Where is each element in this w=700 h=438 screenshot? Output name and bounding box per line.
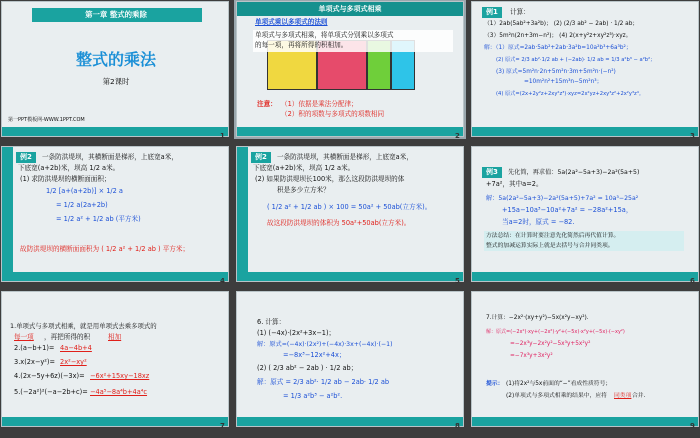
question-heading: 计算： xyxy=(510,8,530,16)
example-tag: 例2 xyxy=(251,152,271,163)
question-line: 先化简，再求值：5a(2a²−5a+3)−2a²(5a+5) xyxy=(508,169,640,176)
footer-bar xyxy=(237,127,463,136)
answer-line: =10m²n²+15m³n−5m²n³； xyxy=(524,79,603,85)
conclusion-line: 故防洪堤坝的横断面面积为 ( 1/2 a² + 1/2 ab ) 平方米； xyxy=(20,245,190,253)
note-label: 注意： xyxy=(257,100,277,108)
example-tag: 例2 xyxy=(16,152,36,163)
slide-thumbnail-3[interactable] xyxy=(471,1,699,137)
rule-title: 单项式乘以多项式的法则 xyxy=(255,18,328,26)
answer-line: 解：原式=(−4x)·(2x²)+(−4x)·3x+(−4x)·(−1) xyxy=(257,341,393,348)
answer-line: 解：原式 = 2/3 ab²· 1/2 ab − 2ab· 1/2 ab xyxy=(257,378,390,386)
rule-line-2: 的每一项，再将所得的积相加。 xyxy=(255,41,348,49)
slide-thumbnail-5[interactable] xyxy=(236,146,464,282)
answer-line: 解：（1）原式=2ab·5ab²+2ab·3a²b=10a²b³+6a³b²； xyxy=(484,45,632,51)
answer-line: =−8x³−12x²+4x； xyxy=(283,351,346,359)
answer-line: (2) 原式= 2/3 ab²·1/2 ab + (−2ab)· 1/2 ab = 1/3 a²b³ − a²b²； xyxy=(496,57,656,63)
example-tag: 例3 xyxy=(482,167,502,178)
note-1: （1）依据是乘法分配律； xyxy=(281,100,358,108)
question-line: 下底宽(a+2b)米，坝高 1/2 a米。 xyxy=(253,164,355,172)
slide-number: 2 xyxy=(455,132,460,140)
question-line: 一条防洪堤坝，其横断面是梯形，上底宽a米， xyxy=(277,153,413,161)
question-line: （1）2ab(5ab²+3a²b)； (2) (2/3 ab² − 2ab) · 1/2 ab； xyxy=(484,21,639,27)
blank-answer: 4a−4b+4 xyxy=(60,344,92,352)
exercise-line: 6. 计算： xyxy=(257,318,286,326)
slide-header: 单项式与多项式相乘 xyxy=(237,2,463,16)
answer-line: ( 1/2 a² + 1/2 ab ) × 100 = 50a² + 50ab(立方米)。 xyxy=(267,203,432,211)
question-line: +7a²，其中a=2。 xyxy=(486,180,543,188)
note-2: （2）积的项数与多项式的项数相同 xyxy=(281,110,385,118)
footer-bar xyxy=(2,272,228,281)
slide-subtitle: 第2课时 xyxy=(102,77,130,86)
slide-number: 4 xyxy=(220,277,225,285)
blank-answer: 相加 xyxy=(108,333,122,341)
sub-question: (1) 求防洪堤坝的横断面面积； xyxy=(20,175,111,183)
blank-answer: 2x²−xy² xyxy=(60,358,87,366)
question-line: （3）5m²n(2n+3m−n²)； (4) 2(x+y²z+xy²z³)·xyz。 xyxy=(484,33,632,39)
answer-line: 解：5a(2a²−5a+3)−2a²(5a+5)+7a² = 10a³−25a² xyxy=(486,195,639,202)
slide-thumbnail-9[interactable] xyxy=(471,291,699,427)
slide-number: 6 xyxy=(690,277,695,285)
footer-bar xyxy=(472,127,698,136)
method-line: 方法总结：在计算时要注意先化简然后再代值计算。 xyxy=(486,233,620,239)
question-line: 下底宽(a+2b)米，坝高 1/2 a米。 xyxy=(18,164,120,172)
answer-line: (4) 原式=(2x+2y²z+2xy²z³)·xyz=2x²yz+2xy³z²+2x²y³z⁴。 xyxy=(496,91,645,97)
slide-number: 9 xyxy=(690,422,695,430)
slide-number: 1 xyxy=(220,132,225,140)
footer-bar xyxy=(2,417,228,426)
blank-answer: −4a⁵−8a⁴b+4a⁴c xyxy=(90,388,148,396)
blank-answer: −6x²+15xy−18xz xyxy=(90,372,150,380)
footer-text: 第一PPT模板网-WWW.1PPT.COM xyxy=(8,117,85,123)
answer-line: 解：原式=(−2x²)·xy+(−2x²)·y²+(−5x)·x²y+(−5x)·(−xy²) xyxy=(486,329,625,335)
tip-keyword: 同类项 xyxy=(614,393,632,399)
answer-line: 当a=2时，原式 = −82. xyxy=(502,218,575,226)
slide-number: 7 xyxy=(220,422,225,430)
sub-question: (2) 如果防洪堤坝长100米，那么这段防洪堤坝的体 xyxy=(255,175,405,183)
slide-title: 整式的乘法 xyxy=(75,50,156,69)
footer-bar xyxy=(2,127,228,136)
exercise-line: (2) ( 2/3 ab² − 2ab ) · 1/2 ab； xyxy=(257,364,358,372)
exercise-text: ，再把所得的积 xyxy=(44,333,91,341)
slide-thumbnail-4[interactable] xyxy=(1,146,229,282)
slide-number: 8 xyxy=(455,422,460,430)
footer-bar xyxy=(237,272,463,281)
exercise-line: 7.计算：−2x²·(xy+y²)−5x(x²y−xy²). xyxy=(486,315,589,321)
example-tag: 例1 xyxy=(482,7,502,18)
exercise-line: 2.(a−b+1)= xyxy=(14,344,55,352)
side-bar xyxy=(2,147,13,281)
tip-line: 合并. xyxy=(632,393,646,399)
answer-line: =−2x³y−2x²y²−5x³y+5x²y² xyxy=(510,341,591,347)
answer-line: (3) 原式=5m²n·2n+5m²n·3m+5m²n·(−n²) xyxy=(496,69,616,75)
conclusion-line: 故这段防洪堤坝的体积为 50a²+50ab(立方米)。 xyxy=(267,219,411,227)
sub-question: 积是多少立方米？ xyxy=(277,186,330,194)
chapter-label: 第一章 整式的乘除 xyxy=(85,10,147,19)
slide-number: 5 xyxy=(455,277,460,285)
slide-thumbnail-7[interactable] xyxy=(1,291,229,427)
side-bar xyxy=(237,147,248,281)
exercise-line: 1.单项式与多项式相乘，就是用单项式去乘多项式的 xyxy=(10,322,157,330)
question-line: 一条防洪堤坝，其横断面是梯形，上底宽a米， xyxy=(42,153,178,161)
exercise-line: 5.(−2a²)²(−a−2b+c)= xyxy=(14,388,88,396)
slide-thumbnail-1[interactable] xyxy=(1,1,229,137)
exercise-line: 3.x(2x−y²)= xyxy=(14,358,56,366)
answer-line: 1/2 [a+(a+2b)] × 1/2 a xyxy=(46,187,123,195)
answer-line: = 1/3 a²b³ − a²b². xyxy=(283,392,343,400)
answer-line: =−7x³y+3x²y² xyxy=(510,353,553,359)
exercise-line: (1) (−4x)·(2x²+3x−1)； xyxy=(257,329,336,337)
slide-number: 3 xyxy=(690,132,695,140)
footer-bar xyxy=(472,272,698,281)
footer-bar xyxy=(472,417,698,426)
tip-line: (1)将2x²与5x前面的“−”看成性质符号； xyxy=(506,381,612,387)
rule-line-1: 单项式与多项式相乘，将单项式分别乘以多项式 xyxy=(255,31,394,39)
blank-answer: 每一项 xyxy=(14,333,34,341)
answer-line: = 1/2 a² + 1/2 ab (平方米) xyxy=(56,215,141,223)
slide-thumbnail-6[interactable] xyxy=(471,146,699,282)
answer-line: = 1/2 a(2a+2b) xyxy=(56,201,108,209)
answer-line: +15a−10a³−10a²+7a² = −28a²+15a， xyxy=(502,206,633,214)
slide-thumbnail-2[interactable] xyxy=(236,1,464,137)
slide-thumbnail-8[interactable] xyxy=(236,291,464,427)
method-line: 整式的加减运算实际上就是去括号与合并同类项。 xyxy=(486,243,614,249)
tip-label: 提示： xyxy=(486,381,504,387)
exercise-line: 4.(2x−5y+6z)(−3x)= xyxy=(14,372,85,380)
tip-line: (2)单项式与多项式相乘的结果中，应将 xyxy=(506,393,607,399)
footer-bar xyxy=(237,417,463,426)
